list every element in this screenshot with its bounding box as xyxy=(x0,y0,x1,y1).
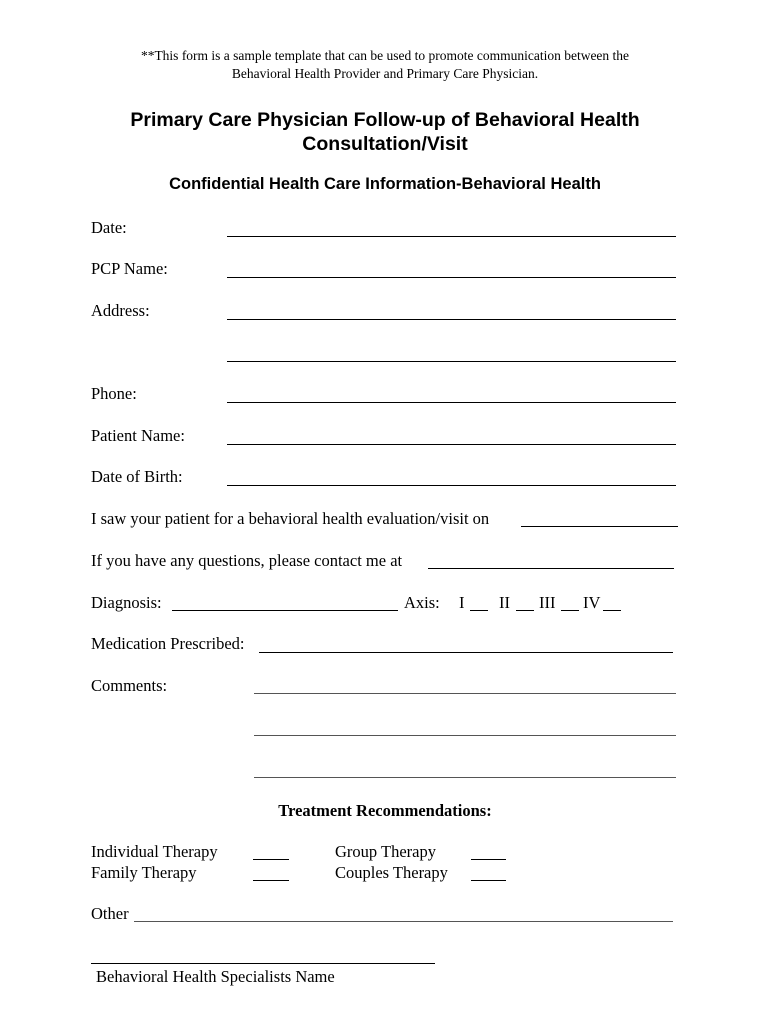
visit-date-field[interactable] xyxy=(521,526,678,527)
dob-label: Date of Birth: xyxy=(91,467,183,486)
other-label: Other xyxy=(91,904,129,923)
axis-ii-field[interactable] xyxy=(516,610,534,611)
axis-i-field[interactable] xyxy=(470,610,488,611)
date-field[interactable] xyxy=(227,236,676,237)
address-field-line-2[interactable] xyxy=(227,361,676,362)
axis-ii-label: II xyxy=(499,593,510,612)
template-note-line-2: Behavioral Health Provider and Primary Care Physician. xyxy=(231,66,539,81)
dob-field[interactable] xyxy=(227,485,676,486)
form-title-line-2: Consultation/Visit xyxy=(302,133,468,155)
form-subtitle: Confidential Health Care Information-Behavioral Health xyxy=(169,175,601,193)
address-label: Address: xyxy=(91,301,150,320)
treatment-heading: Treatment Recommendations: xyxy=(278,801,492,820)
address-field-line-1[interactable] xyxy=(227,319,676,320)
comments-field-line-1[interactable] xyxy=(254,693,676,694)
individual-therapy-field[interactable] xyxy=(253,859,289,860)
pcp-name-label: PCP Name: xyxy=(91,259,168,278)
specialist-name-field[interactable] xyxy=(91,963,435,964)
medication-field[interactable] xyxy=(259,652,673,653)
family-therapy-field[interactable] xyxy=(253,880,289,881)
comments-label: Comments: xyxy=(91,676,168,695)
comments-field-line-3[interactable] xyxy=(254,777,676,778)
patient-name-field[interactable] xyxy=(227,444,676,445)
axis-label: Axis: xyxy=(404,593,440,612)
couples-therapy-label: Couples Therapy xyxy=(335,863,448,882)
date-label: Date: xyxy=(91,218,127,237)
questions-text: If you have any questions, please contact me at xyxy=(91,551,403,570)
axis-iv-label: IV xyxy=(583,593,601,612)
medication-label: Medication Prescribed: xyxy=(91,634,245,653)
other-field[interactable] xyxy=(134,921,673,922)
template-note-line-1: **This form is a sample template that can be used to promote communication between the xyxy=(140,48,630,63)
phone-label: Phone: xyxy=(91,384,137,403)
axis-iv-field[interactable] xyxy=(603,610,621,611)
family-therapy-label: Family Therapy xyxy=(91,863,197,882)
contact-field[interactable] xyxy=(428,568,674,569)
saw-patient-text: I saw your patient for a behavioral health evaluation/visit on xyxy=(91,509,490,528)
couples-therapy-field[interactable] xyxy=(471,880,506,881)
diagnosis-field[interactable] xyxy=(172,610,398,611)
group-therapy-label: Group Therapy xyxy=(335,842,436,861)
comments-field-line-2[interactable] xyxy=(254,735,676,736)
axis-iii-field[interactable] xyxy=(561,610,579,611)
pcp-name-field[interactable] xyxy=(227,277,676,278)
specialist-name-label: Behavioral Health Specialists Name xyxy=(96,967,335,986)
phone-field[interactable] xyxy=(227,402,676,403)
group-therapy-field[interactable] xyxy=(471,859,506,860)
diagnosis-label: Diagnosis: xyxy=(91,593,162,612)
axis-i-label: I xyxy=(459,593,465,612)
individual-therapy-label: Individual Therapy xyxy=(91,842,218,861)
form-title-line-1: Primary Care Physician Follow-up of Behavioral Health xyxy=(130,109,640,131)
patient-name-label: Patient Name: xyxy=(91,426,185,445)
axis-iii-label: III xyxy=(539,593,556,612)
